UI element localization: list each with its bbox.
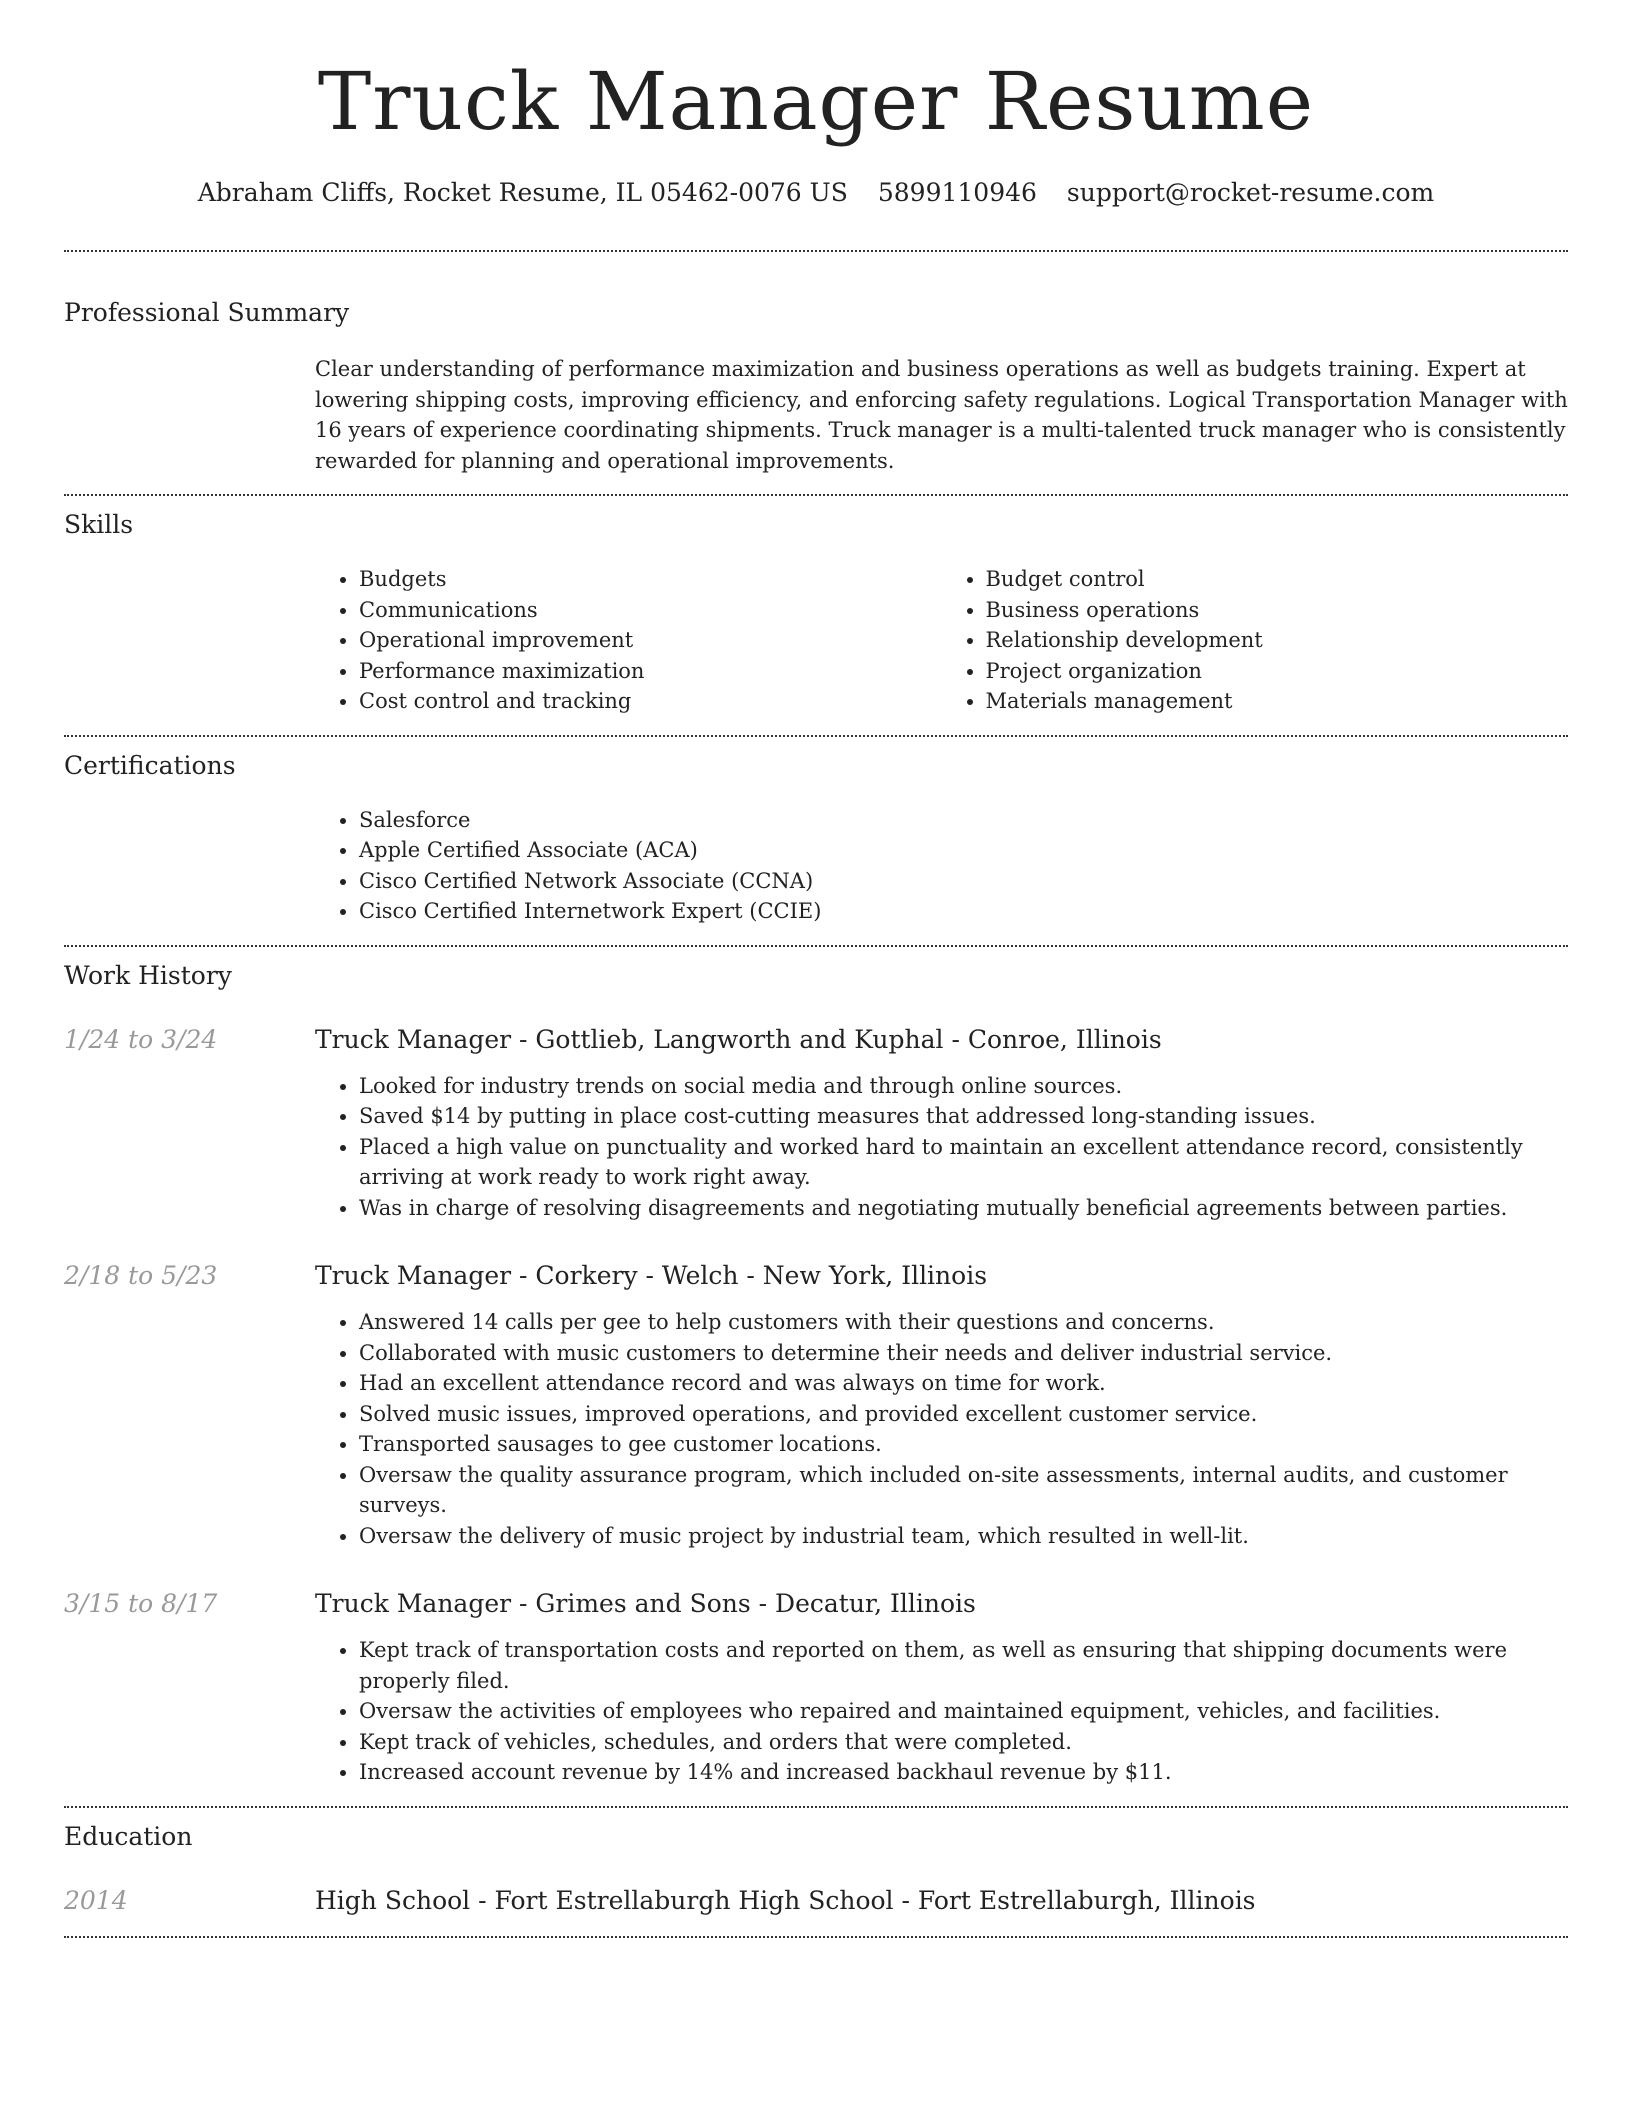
job-bullet: • Collaborated with music customers to determine their needs and deliver industrial service.: [359, 1338, 1568, 1369]
skill-item: • Business operations: [986, 595, 1569, 626]
job-bullet: • Saved $14 by putting in place cost-cutting measures that addressed long-standing issues.: [359, 1101, 1568, 1132]
skill-item: • Project organization: [986, 656, 1569, 687]
job-bullet: • Oversaw the activities of employees who repaired and maintained equipment, vehicles, and facilities.: [359, 1696, 1568, 1727]
job-entry: [64, 1587, 1568, 1788]
skill-item: • Cost control and tracking: [359, 686, 942, 717]
job-bullet: • Transported sausages to gee customer locations.: [359, 1429, 1568, 1460]
certifications-list-wrap: [315, 805, 1568, 927]
job-header: [64, 1023, 1568, 1057]
skill-item: • Relationship development: [986, 625, 1569, 656]
job-bullet: • Was in charge of resolving disagreements and negotiating mutually beneficial agreements between parties.: [359, 1193, 1568, 1224]
job-entry: [64, 1259, 1568, 1551]
job-bullet: • Oversaw the delivery of music project by industrial team, which resulted in well-lit.: [359, 1521, 1568, 1552]
skills-left-list: [315, 564, 942, 717]
job-date: 2/18 to 5/23: [64, 1261, 218, 1290]
job-title: Truck Manager - Corkery - Welch - New York, Illinois: [315, 1261, 988, 1290]
resume-title: Truck Manager Resume: [317, 55, 1315, 148]
skill-item: • Operational improvement: [359, 625, 942, 656]
job-date: 3/15 to 8/17: [64, 1589, 218, 1618]
job-bullet: • Kept track of vehicles, schedules, and orders that were completed.: [359, 1727, 1568, 1758]
certification-item: • Cisco Certified Internetwork Expert (CCIE): [359, 896, 1568, 927]
divider: [64, 1936, 1568, 1938]
summary-text: Clear understanding of performance maximization and business operations as well as budgets training. Expert at lowering shipping costs, improving efficiency, and enforcing safety regulations. Logical Transportation Manager with 16 years of experience coordinating shipments. Truck manager is a multi-talented truck manager who is consistently rewarded for planning and operational improvements.: [315, 357, 1568, 473]
skills-section: [64, 496, 1568, 735]
job-bullet: • Solved music issues, improved operations, and provided excellent customer service.: [359, 1399, 1568, 1430]
job-title: Truck Manager - Gottlieb, Langworth and Kuphal - Conroe, Illinois: [315, 1024, 1162, 1054]
contact-email: support@rocket-resume.com: [1066, 178, 1435, 207]
job-bullet: • Oversaw the quality assurance program, which included on-site assessments, internal audits, and customer surveys.: [359, 1460, 1568, 1521]
skills-lists: [315, 564, 1568, 717]
contact-phone: 5899110946: [877, 178, 1037, 207]
skills-right-list: [942, 564, 1569, 717]
skill-item: • Budget control: [986, 564, 1569, 595]
certification-item: • Cisco Certified Network Associate (CCNA): [359, 866, 1568, 897]
job-bullet: • Increased account revenue by 14% and increased backhaul revenue by $11.: [359, 1757, 1568, 1788]
resume-page: [64, 0, 1568, 1938]
job-bullet: • Had an excellent attendance record and was always on time for work.: [359, 1368, 1568, 1399]
skill-item: • Materials management: [986, 686, 1569, 717]
job-bullet: • Kept track of transportation costs and reported on them, as well as ensuring that shipping documents were properly filed.: [359, 1635, 1568, 1696]
work-history-heading: Work History: [64, 960, 232, 990]
education-date: 2014: [64, 1885, 128, 1915]
skills-heading: Skills: [64, 510, 134, 539]
job-header: [64, 1259, 1568, 1293]
contact-line: [64, 176, 1568, 210]
summary-heading: Professional Summary: [64, 298, 350, 327]
job-date: 1/24 to 3/24: [64, 1024, 218, 1054]
certifications-section: [64, 737, 1568, 945]
job-bullets: [315, 1307, 1568, 1551]
education-section: [64, 1808, 1568, 1936]
job-bullets: [315, 1071, 1568, 1224]
job-bullets: [315, 1635, 1568, 1788]
education-heading: Education: [64, 1821, 193, 1851]
certifications-list: [315, 805, 1568, 927]
skill-item: • Budgets: [359, 564, 942, 595]
certification-item: • Apple Certified Associate (ACA): [359, 835, 1568, 866]
contact-address: Abraham Cliffs, Rocket Resume, IL 05462-0076 US: [197, 178, 848, 207]
skill-item: • Performance maximization: [359, 656, 942, 687]
job-bullet: • Looked for industry trends on social media and through online sources.: [359, 1071, 1568, 1102]
work-history-section: [64, 947, 1568, 1806]
certification-item: • Salesforce: [359, 805, 1568, 836]
education-entry: [64, 1884, 1568, 1918]
education-title: High School - Fort Estrellaburgh High School - Fort Estrellaburgh, Illinois: [315, 1885, 1256, 1915]
job-entry: [64, 1023, 1568, 1224]
certifications-heading: Certifications: [64, 750, 236, 780]
job-header: [64, 1587, 1568, 1621]
skill-item: • Communications: [359, 595, 942, 626]
summary-section: [64, 252, 1568, 494]
job-bullet: • Placed a high value on punctuality and worked hard to maintain an excellent attendance record, consistently arriving at work ready to work right away.: [359, 1132, 1568, 1193]
job-title: Truck Manager - Grimes and Sons - Decatur, Illinois: [315, 1589, 976, 1618]
job-bullet: • Answered 14 calls per gee to help customers with their questions and concerns.: [359, 1307, 1568, 1338]
